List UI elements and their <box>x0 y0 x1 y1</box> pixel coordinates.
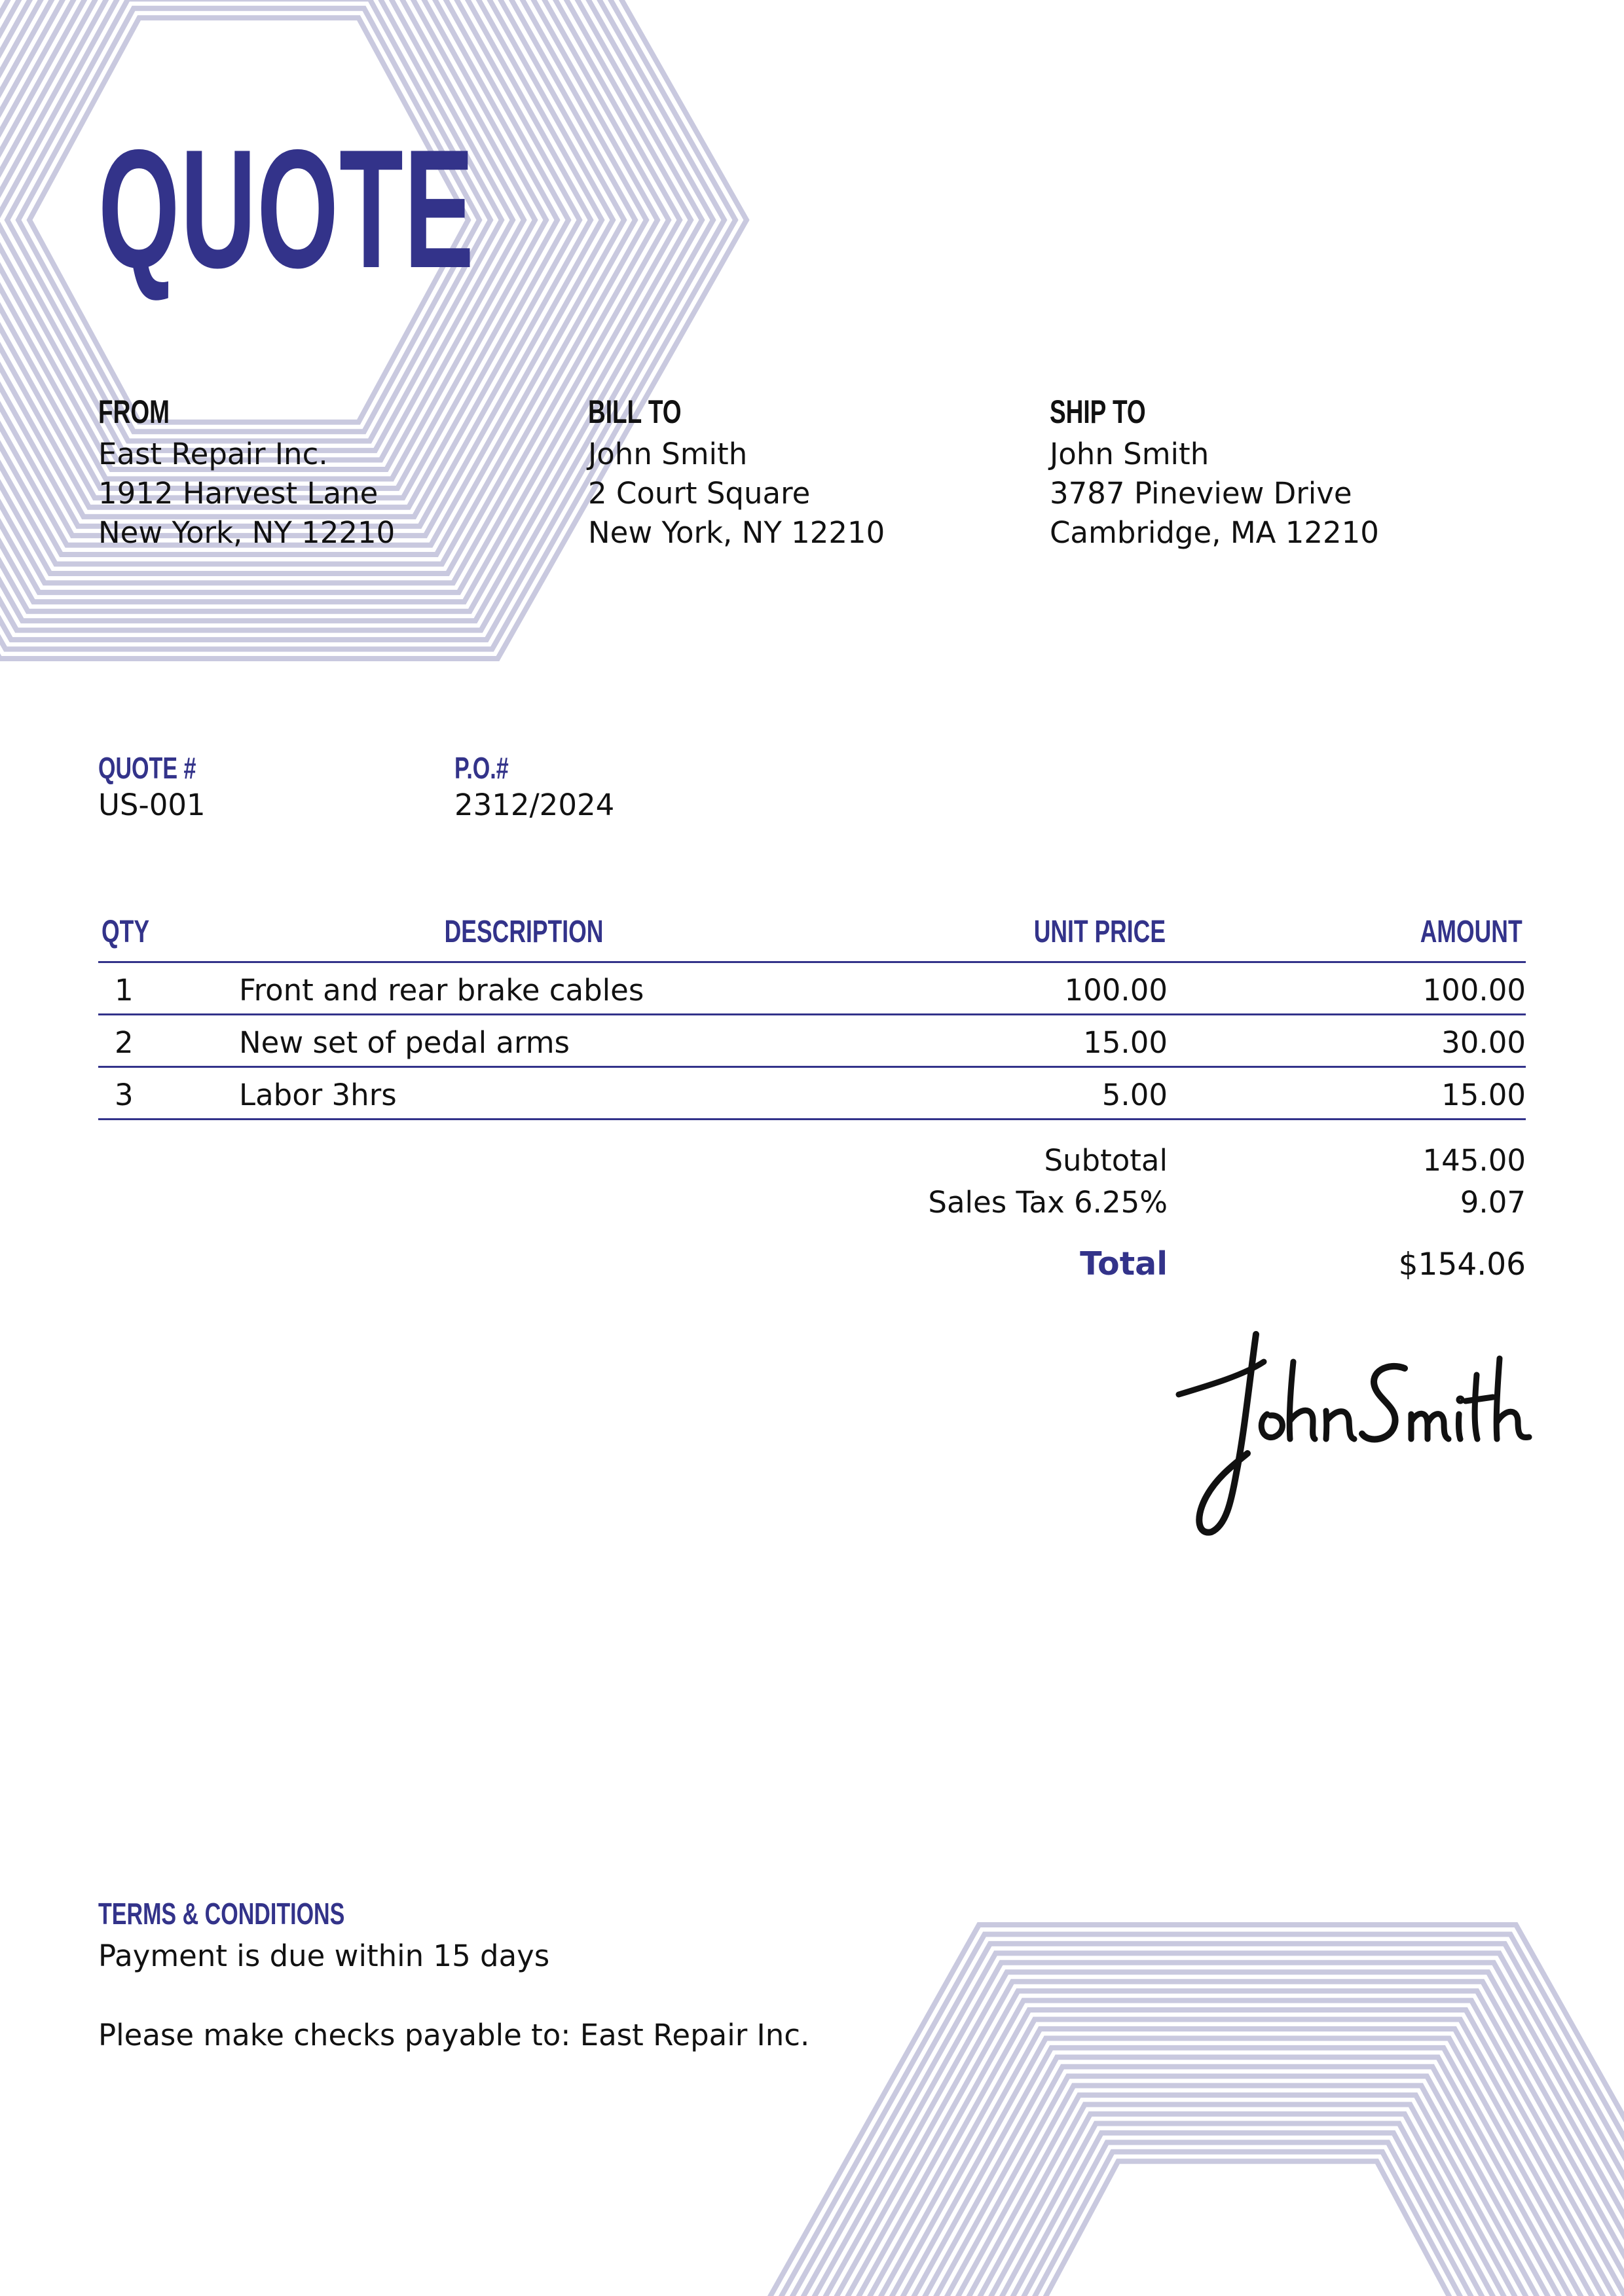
hexagon-outline <box>811 2010 1624 2296</box>
hexagon-outline <box>788 1991 1624 2296</box>
bill-to-street: 2 Court Square <box>588 476 811 511</box>
hexagon-outline <box>733 1944 1624 2296</box>
document-title: QUOTE <box>98 114 475 303</box>
description-header: DESCRIPTION <box>444 915 604 949</box>
ship-to-label: SHIP TO <box>1050 393 1146 430</box>
row-2-qty: 2 <box>115 1025 134 1060</box>
hexagon-outline <box>933 2114 1562 2296</box>
row-divider <box>98 1066 1526 1068</box>
signature-image <box>1172 1322 1532 1545</box>
sales-tax-label: Sales Tax 6.25% <box>928 1185 1168 1220</box>
total-label: Total <box>1080 1245 1168 1283</box>
hexagon-outline <box>755 1963 1624 2296</box>
total-value: $154.06 <box>1398 1247 1526 1283</box>
ship-to-address-block <box>1050 395 1379 553</box>
hexagon-outline <box>967 2142 1528 2296</box>
row-1-amount: 100.00 <box>1422 973 1526 1008</box>
po-number-value: 2312/2024 <box>454 788 615 822</box>
row-1-qty: 1 <box>115 973 134 1008</box>
hexagon-outline <box>877 2067 1617 2296</box>
hexagon-outline <box>900 2086 1595 2296</box>
from-city: New York, NY 12210 <box>98 515 396 550</box>
terms-label: TERMS & CONDITIONS <box>98 1897 345 1931</box>
row-2-unit-price: 15.00 <box>1083 1025 1168 1060</box>
unit-price-header: UNIT PRICE <box>1033 915 1166 949</box>
subtotal-label: Subtotal <box>1044 1143 1168 1178</box>
quote-number-block <box>98 753 231 825</box>
hexagon-outline <box>922 2105 1573 2296</box>
row-3-description: Labor 3hrs <box>239 1078 397 1112</box>
bill-to-address-block <box>588 395 885 553</box>
bill-to-label: BILL TO <box>588 393 682 430</box>
ship-to-name: John Smith <box>1050 437 1209 471</box>
row-1-unit-price: 100.00 <box>1064 973 1168 1008</box>
hexagon-outline <box>911 2095 1584 2296</box>
from-company: East Repair Inc. <box>98 437 328 471</box>
row-2-amount: 30.00 <box>1441 1025 1526 1060</box>
qty-header: QTY <box>101 915 150 949</box>
terms-payment-due: Payment is due within 15 days <box>98 1939 550 1973</box>
row-3-amount: 15.00 <box>1441 1078 1526 1112</box>
hexagon-outline <box>855 2048 1624 2296</box>
table-header-divider <box>98 961 1526 963</box>
row-3-unit-price: 5.00 <box>1101 1078 1168 1112</box>
row-divider <box>98 1013 1526 1015</box>
from-street: 1912 Harvest Lane <box>98 476 378 511</box>
po-number-block <box>454 753 614 825</box>
from-label: FROM <box>98 393 170 430</box>
from-address-block <box>98 395 395 553</box>
hexagon-outline <box>989 2161 1506 2296</box>
terms-checks-payable: Please make checks payable to: East Repair Inc. <box>98 2018 810 2052</box>
hexagon-outline <box>0 0 747 659</box>
row-1-description: Front and rear brake cables <box>239 973 644 1008</box>
hexagon-outline <box>866 2057 1624 2296</box>
hexagon-outline <box>766 1972 1624 2296</box>
hexagon-outline <box>744 1953 1624 2296</box>
hexagon-outline <box>889 2076 1606 2296</box>
hexagon-outline <box>944 2123 1551 2296</box>
terms-title-block <box>98 1899 432 1929</box>
bill-to-city: New York, NY 12210 <box>588 515 885 550</box>
subtotal-value: 145.00 <box>1422 1143 1526 1178</box>
row-3-qty: 3 <box>115 1078 134 1112</box>
hexagon-outline <box>710 1925 1624 2296</box>
row-2-description: New set of pedal arms <box>239 1025 570 1060</box>
hexagon-outline <box>777 1982 1624 2296</box>
table-bottom-divider <box>98 1118 1526 1120</box>
amount-header: AMOUNT <box>1420 915 1522 949</box>
quote-number-value: US-001 <box>98 788 206 822</box>
hexagon-outline <box>978 2152 1517 2296</box>
hexagon-outline <box>844 2038 1624 2296</box>
ship-to-street: 3787 Pineview Drive <box>1050 476 1352 511</box>
quote-number-label: QUOTE # <box>98 751 196 785</box>
hexagon-outline <box>800 2001 1624 2296</box>
bill-to-name: John Smith <box>588 437 748 471</box>
hexagon-outline <box>822 2020 1624 2296</box>
sales-tax-value: 9.07 <box>1460 1185 1526 1220</box>
hexagon-outline <box>833 2029 1624 2296</box>
hexagon-outline <box>722 1934 1624 2296</box>
hexagon-outline <box>955 2133 1540 2296</box>
po-number-label: P.O.# <box>454 751 509 785</box>
ship-to-city: Cambridge, MA 12210 <box>1050 515 1379 550</box>
